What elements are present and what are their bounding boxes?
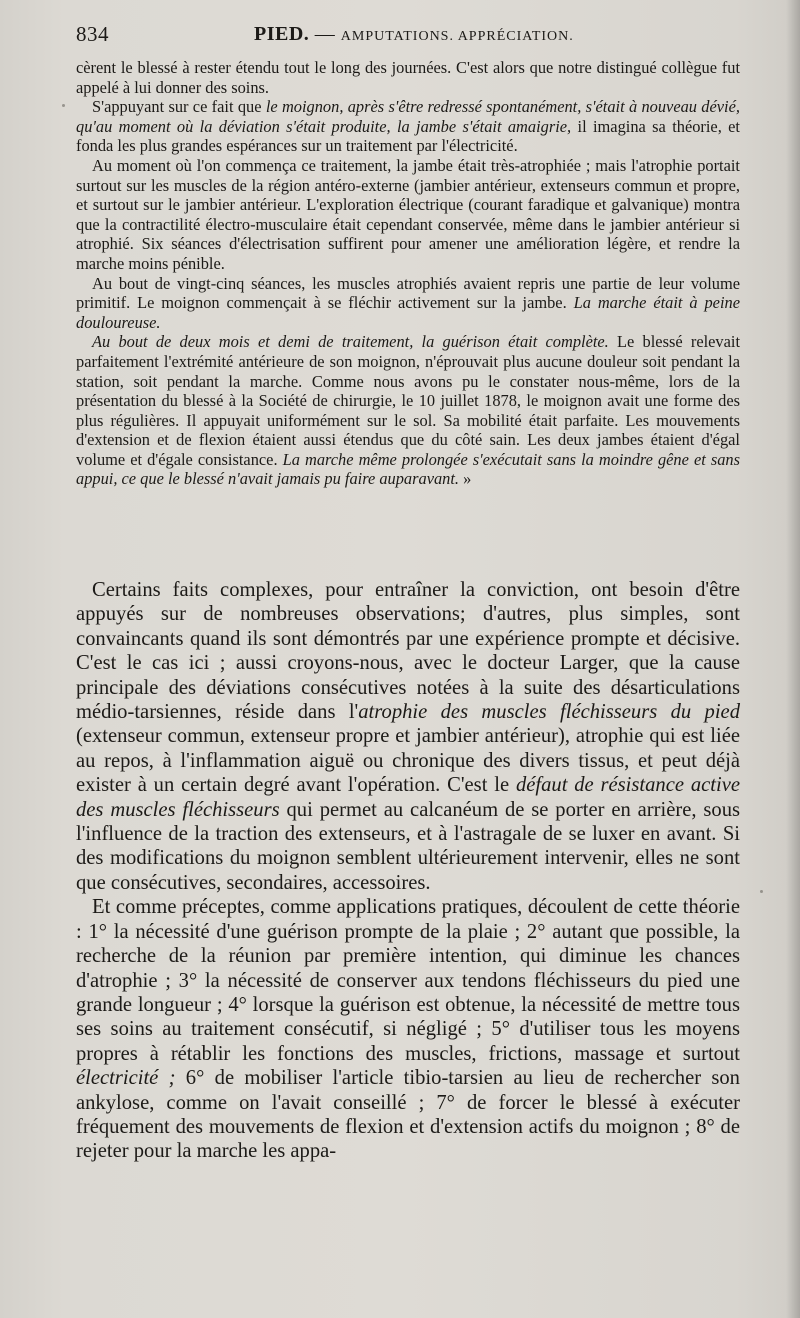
quote-italic: le moignon, après s'être redressé spontanément, s'était à nouveau dévié, qu'au moment où la déviation s'était produite, la jambe s'était amaigrie, [76,97,740,136]
quote-paragraph [76,274,740,333]
page-number: 834 [76,22,109,46]
chapter-title: PIED. [254,23,310,45]
quote-italic: Au bout de deux mois et demi de traitement, la guérison était complète. [92,332,609,352]
quote-text: Le blessé relevait parfaitement l'extrémité antérieure de son moignon, n'éprouvait plus aucune douleur soit pendant la station, soit pendant la marche. Comme nous avons pu le constater nous-même, lors de la présentation du blessé à la Société de chirurgie, le 10 juillet 1878, le moignon avait une forme des plus régulières. Il appuyait uniformément sur le sol. Sa mobilité était parfaite. Les mouvements d'extension et de flexion étaient aussi étendus que du côté sain. Les deux jambes étaient d'égal volume et d'égale consistance. [76,332,740,469]
quote-paragraph: cèrent le blessé à rester étendu tout le long des journées. C'est alors que notre distingué collègue fut appelé à lui donner des soins. [76,58,740,97]
quote-text: Au bout de vingt-cinq séances, les muscles atrophiés avaient repris une partie de leur volume primitif. Le moignon commençait à se fléchir activement sur la jambe. [76,273,740,313]
quote-close: » [459,469,472,489]
body-paragraph [76,578,740,895]
body-italic: atrophie des muscles fléchisseurs du pied [358,701,740,724]
main-text [76,578,740,1164]
page-edge-shadow [786,0,800,1318]
body-paragraph [76,895,740,1163]
body-text: qui permet au calcanéum de se porter en arrière, sous l'influence de la traction des extenseurs, et à l'astragale de se luxer en avant. Si des modifications du moignon semblent ultérieurement intervenir, elles ne sont que consécutives, secondaires, accessoires. [76,798,741,894]
quote-italic: La marche même prolongée s'exécutait sans la moindre gêne et sans appui, ce que le blessé n'avait jamais pu faire auparavant. [76,449,740,489]
quote-text: S'appuyant sur ce fait que [92,97,266,117]
running-header [74,20,746,50]
paper-speck [62,104,65,107]
body-italic: défaut de résistance active des muscles fléchisseurs [76,774,740,821]
body-italic: électricité ; [76,1067,176,1090]
quote-paragraph [76,332,740,489]
quoted-observation [76,58,740,489]
quote-italic: La marche était à peine douloureuse. [76,293,740,332]
quote-paragraph [76,97,740,156]
body-text: Et comme préceptes, comme applications pratiques, découlent de cette théorie : 1° la nécessité d'une guérison prompte de la plaie ; 2° autant que possible, la recherche de la réunion par première intention, qui diminue les chances d'atrophie ; 3° la nécessité de conserver aux tendons fléchisseurs du pied une grande longueur ; 4° lorsque la guérison est obtenue, la nécessité de mettre tous ses soins au traitement consécutif, si négligé ; 5° d'utiliser tous les moyens propres à rétablir les fonctions des muscles, frictions, massage et surtout [76,896,740,1065]
body-text: 6° de mobiliser l'article tibio-tarsien au lieu de rechercher son ankylose, comme on l'avait conseillé ; 7° de forcer le blessé à exécuter fréquement des mouvements de flexion et d'extension actifs du moignon ; 8° de rejeter pour la marche les appa- [76,1067,740,1163]
body-text: (extenseur commun, extenseur propre et jambier antérieur), atrophie qui est liée au repos, à l'inflammation aiguë ou chronique des divers tissus, et peut déjà exister à un certain degré avant l'opération. C'est le [76,725,740,797]
paper-speck [760,890,763,893]
body-text: Certains faits complexes, pour entraîner la conviction, ont besoin d'être appuyés sur de nombreuses observations; d'autres, plus simples, sont convaincants quand ils sont démontrés par une expérience prompte et décisive. C'est le cas ici ; aussi croyons-nous, avec le docteur Larger, que la cause principale des déviations consécutives notées à la suite des désarticulations médio-tarsiennes, réside dans l' [76,579,740,724]
quote-text: il imagina sa théorie, et fonda les plus grandes espérances sur un traitement par l'électricité. [76,116,740,156]
running-title [254,23,574,46]
title-separator: — [314,23,336,45]
quote-paragraph: Au moment où l'on commença ce traitement, la jambe était très-atrophiée ; mais l'atrophie portait surtout sur les muscles de la région antéro-externe (jambier antérieur, extenseurs commun et propre, et surtout sur le jambier antérieur. L'exploration électrique (courant faradique et galvanique) montra que la contractilité électro-musculaire était cependant conservée, même dans le jambier antérieur si atrophié. Six séances d'électrisation suffirent pour amener une amélioration légère, et rendre la marche moins pénible. [76,155,740,273]
section-subtitle: AMPUTATIONS. APPRÉCIATION. [340,29,574,44]
